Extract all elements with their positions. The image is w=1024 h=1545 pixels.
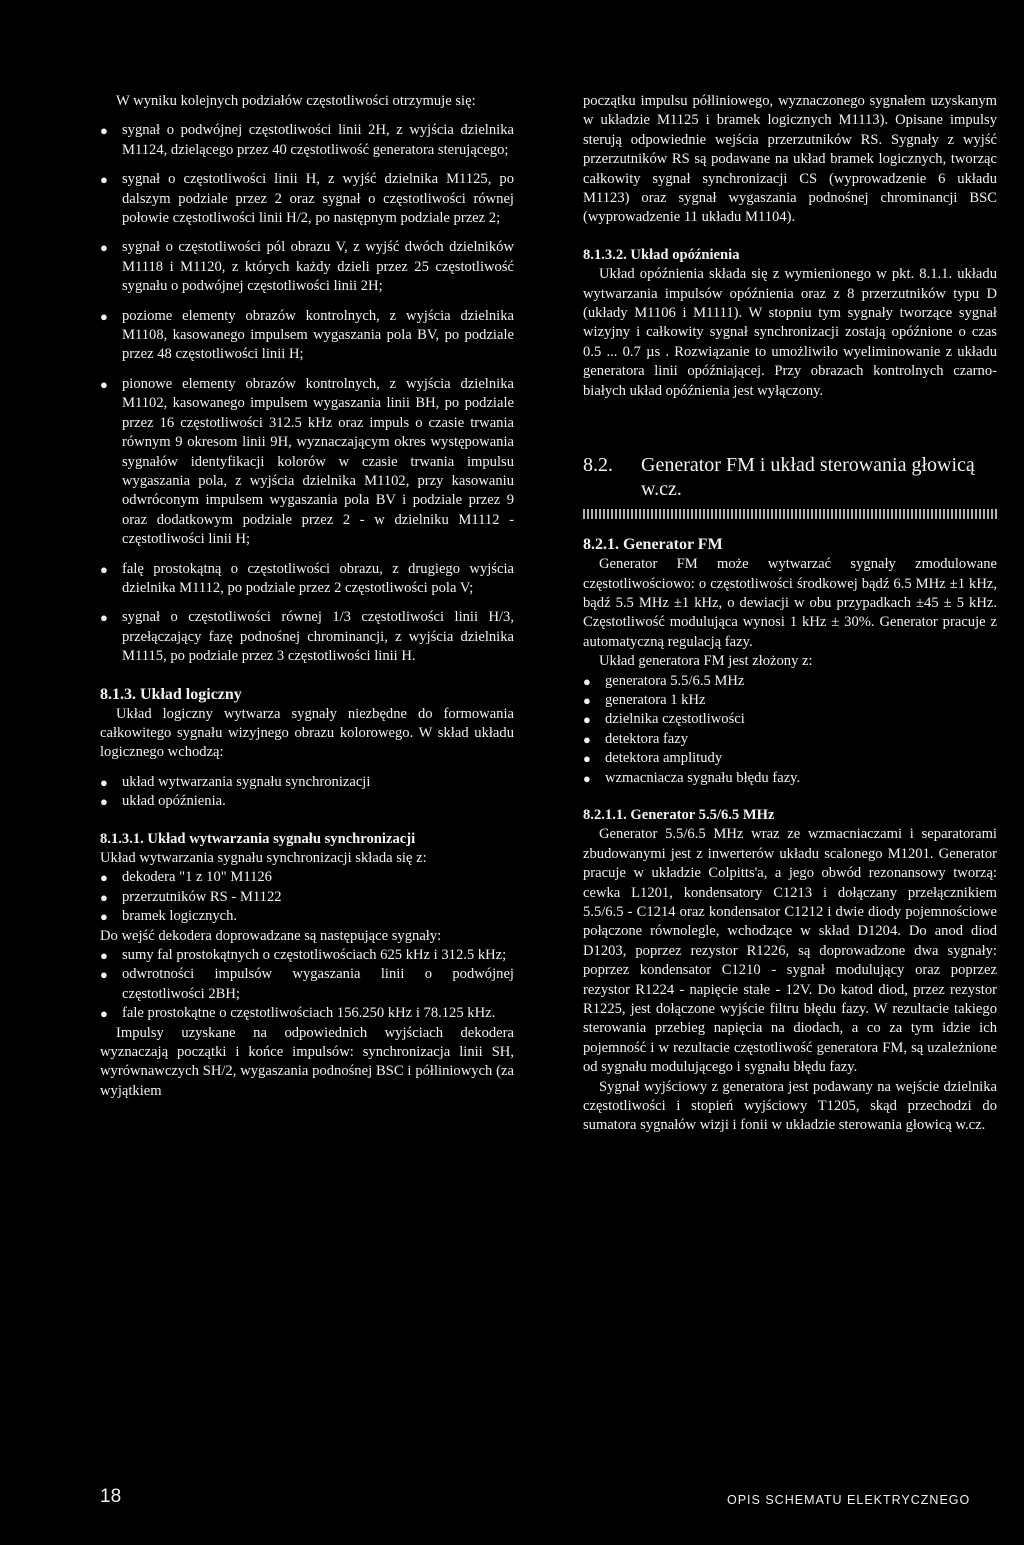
paragraph: Generator FM może wytwarzać sygnały zmodulowane częstotliwościowo: o częstotliwości środkowej bądź 6.5 MHz ±1 kHz, bądź 5.5 MHz ±1 kHz, o dewiacji w obu przypadkach ±45 ± 5 kHz. Częstotliwość modulująca wynosi 1 kHz ± 30%. Generator pracuje z automatyczną regulacją fazy. (583, 556, 997, 650)
list-item: ● sygnał o częstotliwości pól obrazu V, z wyjść dwóch dzielników M1118 i M1120, z których każdy dzieli przez 25 częstotliwość sygnału o podwójnej częstotliwości linii 2H; (100, 238, 514, 296)
list-item: ● układ opóźnienia. (100, 792, 514, 811)
paragraph: Układ wytwarzania sygnału synchronizacji składa się z: (100, 850, 427, 866)
paragraph: początku impulsu półliniowego, wyznaczonego sygnałem uzyskanym w układzie M1125 i bramek logicznych M1113). Opisane impulsy sterują odpowiednie wejścia przerzutników RS. Sygnały z wyjść przerzutników RS są podawane na układ bramek logicznych, tworząc całkowity sygnał synchronizacji CS (wyprowadzenie 6 układu M1123) oraz sygnał wygaszania podnośnej chrominancji BSC (wyprowadzenie 11 układu M1104). (583, 93, 997, 226)
list-item: ● falę prostokątną o częstotliwości obrazu, z drugiego wyjścia dzielnika M1112, po podziale przez 2 częstotliwości pola V; (100, 560, 514, 599)
list-item: ● układ wytwarzania sygnału synchronizacji (100, 773, 514, 792)
list-item: ● poziome elementy obrazów kontrolnych, z wyjścia dzielnika M1108, kasowanego impulsem wygaszania pola BV, po podziale przez 48 częstotliwości linii H; (100, 307, 514, 365)
paragraph: Układ generatora FM jest złożony z: (599, 653, 813, 670)
section-heading-8-1-3-2: 8.1.3.2. Układ opóźnienia (583, 246, 740, 263)
list-item: ● generatora 1 kHz (583, 691, 997, 710)
list-item: ● fale prostokątne o częstotliwościach 156.250 kHz i 78.125 kHz. (100, 1004, 514, 1023)
intro-paragraph: W wyniku kolejnych podziałów częstotliwości otrzymuje się: (116, 93, 476, 109)
paragraph: Impulsy uzyskane na odpowiednich wyjściach dekodera wyznaczają początki i końce impulsów: synchronizacja linii SH, wyrównawczych SH/2, wygaszania podnośnej BSC i półliniowych (za wyjątkiem (100, 1024, 514, 1099)
paragraph: Sygnał wyjściowy z generatora jest podawany na wejście dzielnika częstotliwości i stopień wyjściowy T1205, skąd przechodzi do sumatora sygnałów wizji i fonii w układzie sterowania głowicą w.cz. (583, 1078, 997, 1134)
list-item: ● odwrotności impulsów wygaszania linii o podwójnej częstotliwości 2BH; (100, 965, 514, 1004)
paragraph: Do wejść dekodera doprowadzane są następujące sygnały: (100, 927, 442, 944)
section-heading-8-2-1: 8.2.1. Generator FM (583, 536, 723, 554)
left-column (100, 92, 514, 1101)
paragraph: Układ opóźnienia składa się z wymienionego w pkt. 8.1.1. układu wytwarzania impulsów opóźnienia oraz z 8 przerzutników typu D (układy M1106 i M1111). W stopniu tym sygnały tworzące sygnał wizyjny i całkowity sygnał synchronizacji zostają opóźnione o czas 0.5 ... 0.7 µs . Rozwiązanie to umożliwiło wyeliminowanie z układu generatora linii opóźniającej. Przy obrazach kontrolnych czarno-białych układ opóźnienia jest wyłączony. (583, 266, 997, 399)
running-title: OPIS SCHEMATU ELEKTRYCZNEGO (727, 1493, 971, 1507)
page-number: 18 (100, 1486, 122, 1507)
list-item: ● dzielnika częstotliwości (583, 710, 997, 729)
logic-components-list (100, 773, 514, 812)
list-item: ● bramek logicznych. (100, 907, 514, 926)
decoder-inputs-list (100, 946, 514, 1024)
decorative-rule (583, 509, 997, 519)
list-item: ● sygnał o częstotliwości linii H, z wyjść dzielnika M1125, po dalszym podziale przez 2 oraz sygnał o częstotliwości równej połowie częstotliwości linii H/2, po następnym podziale przez 2; (100, 170, 514, 228)
list-item: ● sumy fal prostokątnych o częstotliwościach 625 kHz i 312.5 kHz; (100, 946, 514, 965)
paragraph: Generator 5.5/6.5 MHz wraz ze wzmacniaczami i separatorami zbudowanymi jest z inwerterów układu scalonego M1201. Generator pracuje w układzie Colpitts'a, a jego obwód rezonansowy tworzą: cewka L1201, kondensatory C1213 i dołączany przełącznikiem 5.5/6.5 - C1214 oraz kondensator C1212 i dwie diody pojemnościowe połączone równolegle, wchodzące w skład D1204. Do anod diod D1203, poprzez rezystor R1226, są doprowadzone dwa sygnały: poprzez kondensator C1210 - sygnał modulujący oraz poprzez rezystor R1224 - napięcie stałe - 12V. Do katod diod, przez rezystor R1225, jest dołączone wyjście filtru błędu fazy. W rezultacie takiego sterowania przebieg napięcia na diodach, a co za tym idzie ich pojemność i w rezultacie częstotliwość generatora FM, są uzależnione od sygnału modulującego i sygnału błędu fazy. (583, 826, 997, 1076)
division-results-list (100, 121, 514, 666)
section-title: Generator FM i układ sterowania głowicą w.cz. (641, 454, 975, 501)
paragraph: Układ logiczny wytwarza sygnały niezbędne do formowania całkowitego sygnału wizyjnego obrazu kolorowego. W skład układu logicznego wchodzą: (100, 705, 514, 761)
list-item: ● sygnał o podwójnej częstotliwości linii 2H, z wyjścia dzielnika M1124, dzielącego przez 40 częstotliwość generatora sterującego; (100, 121, 514, 160)
list-item: ● wzmacniacza sygnału błędu fazy. (583, 769, 997, 788)
list-item: ● detektora amplitudy (583, 749, 997, 768)
section-heading-8-2 (583, 453, 997, 501)
list-item: ● dekodera "1 z 10" M1126 (100, 868, 514, 887)
section-heading-8-1-3: 8.1.3. Układ logiczny (100, 685, 242, 703)
list-item: ● detektora fazy (583, 730, 997, 749)
generator-components-list (583, 672, 997, 788)
list-item: ● pionowe elementy obrazów kontrolnych, z wyjścia dzielnika M1102, kasowanego impulsem wygaszania linii BH, po podziale przez 16 częstotliwości 312.5 kHz oraz impuls o czasie trwania równym 9 okresom linii 9H, wyznaczającym okres występowania sygnałów identyfikacji kolorów w czasie trwania impulsu wygaszania pola, z wyjścia dzielnika M1102, przy kasowaniu odwróconym impulsem wygaszania pola BV i podziale przez 9 oraz dodatkowym podziale przez 2 - w dzielniku M1112 - częstotliwości linii H; (100, 375, 514, 550)
section-heading-8-2-1-1: 8.2.1.1. Generator 5.5/6.5 MHz (583, 806, 775, 823)
sync-components-list (100, 868, 514, 926)
list-item: ● przerzutników RS - M1122 (100, 888, 514, 907)
right-column (583, 92, 997, 1136)
list-item: ● generatora 5.5/6.5 MHz (583, 672, 997, 691)
section-number: 8.2. (583, 454, 613, 477)
section-heading-8-1-3-1: 8.1.3.1. Układ wytwarzania sygnału synchronizacji (100, 830, 416, 847)
list-item: ● sygnał o częstotliwości równej 1/3 częstotliwości linii H/3, przełączający fazę podnośnej chrominancji, z wyjścia dzielnika M1115, po podziale przez 3 częstotliwości linii H. (100, 608, 514, 666)
